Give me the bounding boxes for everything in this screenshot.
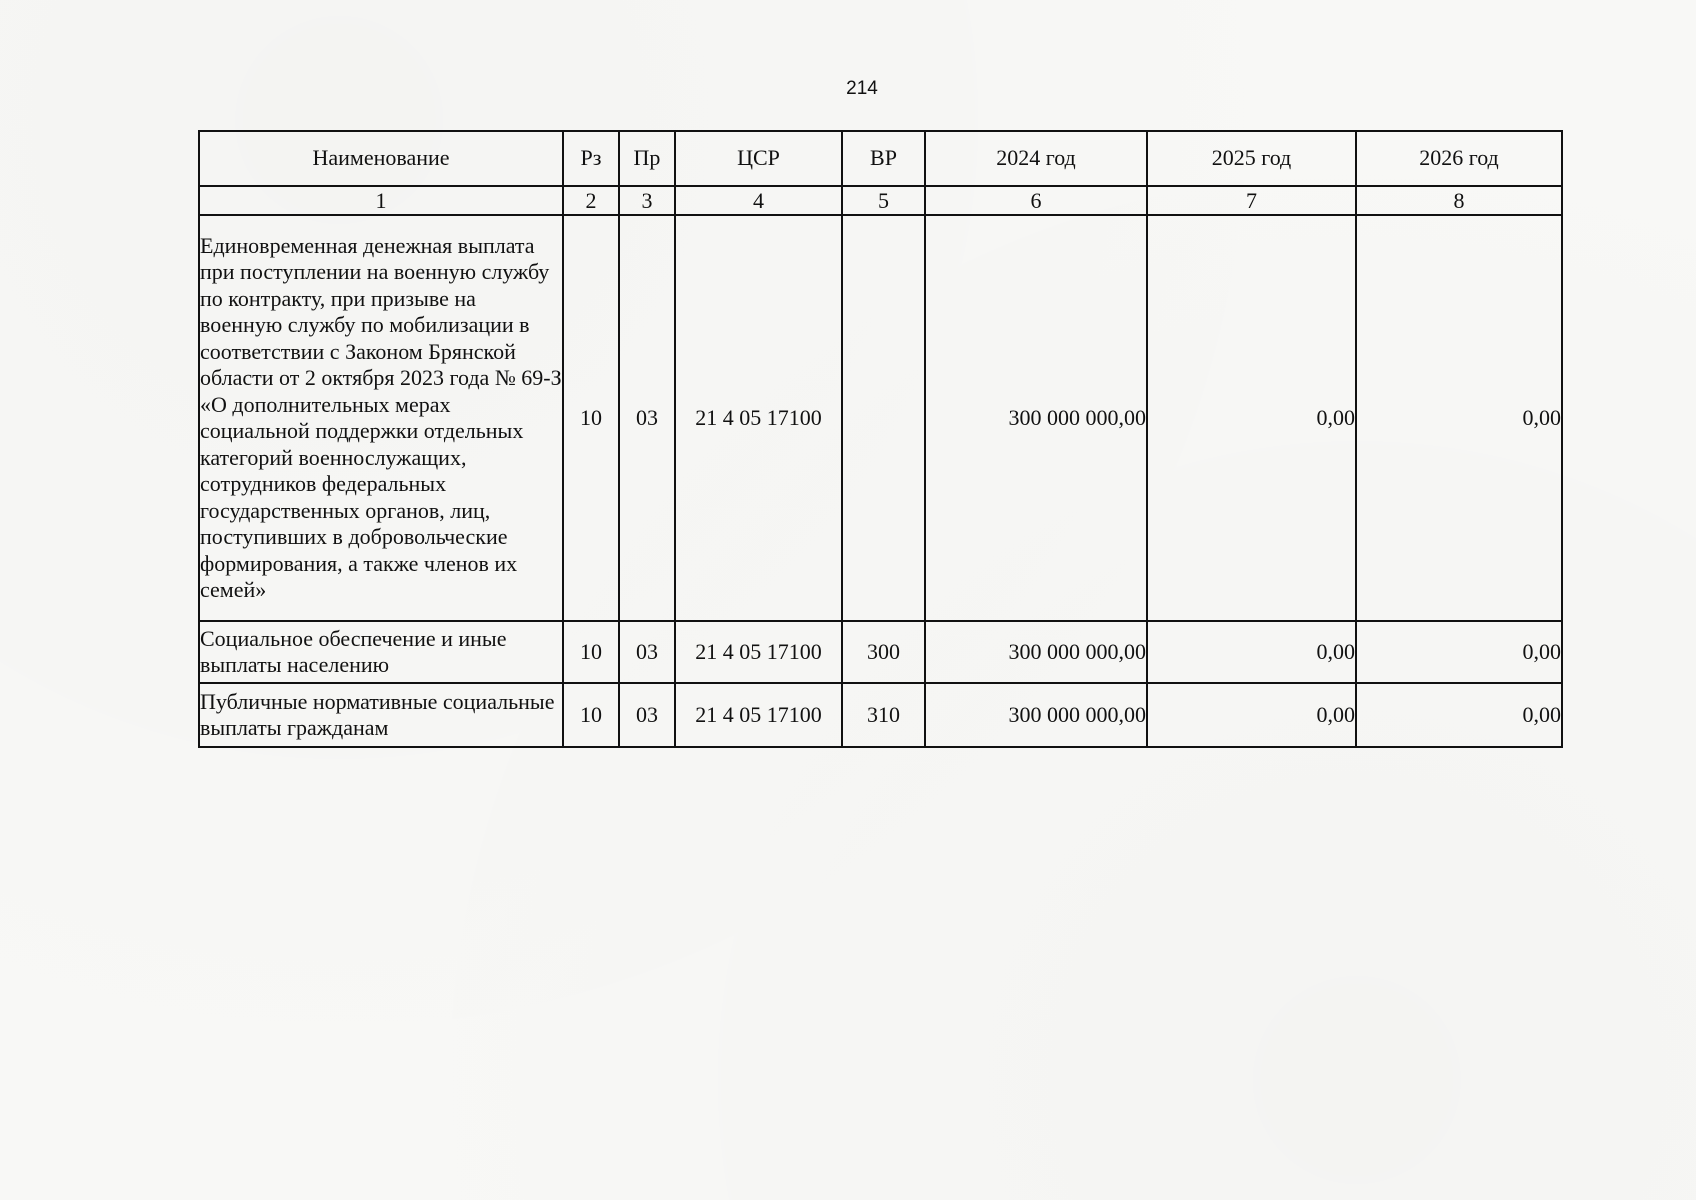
row-vr: [842, 215, 925, 621]
header-2025: 2025 год: [1147, 131, 1356, 186]
row-name: Публичные нормативные социальные выплаты гражданам: [199, 683, 563, 747]
row-amount-2026: 0,00: [1356, 621, 1562, 683]
row-csr: 21 4 05 17100: [675, 683, 842, 747]
table-row: [199, 683, 1562, 747]
budget-table: [198, 130, 1563, 748]
header-csr: ЦСР: [675, 131, 842, 186]
row-amount-2024: 300 000 000,00: [925, 215, 1147, 621]
row-amount-2024: 300 000 000,00: [925, 683, 1147, 747]
header-2026: 2026 год: [1356, 131, 1562, 186]
row-amount-2024: 300 000 000,00: [925, 621, 1147, 683]
header-pr: Пр: [619, 131, 675, 186]
row-rz: 10: [563, 215, 619, 621]
row-pr: 03: [619, 683, 675, 747]
row-amount-2025: 0,00: [1147, 683, 1356, 747]
column-number: 6: [925, 186, 1147, 215]
column-number: 4: [675, 186, 842, 215]
row-amount-2025: 0,00: [1147, 215, 1356, 621]
column-number: 3: [619, 186, 675, 215]
page-number: 214: [846, 78, 878, 99]
row-rz: 10: [563, 621, 619, 683]
header-vr: ВР: [842, 131, 925, 186]
header-name: Наименование: [199, 131, 563, 186]
row-amount-2025: 0,00: [1147, 621, 1356, 683]
row-name: Социальное обеспечение и иные выплаты населению: [199, 621, 563, 683]
header-row: [199, 131, 1562, 186]
row-csr: 21 4 05 17100: [675, 215, 842, 621]
header-2024: 2024 год: [925, 131, 1147, 186]
row-amount-2026: 0,00: [1356, 683, 1562, 747]
table-row: [199, 621, 1562, 683]
row-csr: 21 4 05 17100: [675, 621, 842, 683]
column-number: 1: [199, 186, 563, 215]
row-vr: 310: [842, 683, 925, 747]
row-name: Единовременная денежная выплата при поступлении на военную службу по контракту, при призыве на военную службу по мобилизации в соответствии с Законом Брянской области от 2 октября 2023 года № 69-З «О дополнительных мерах социальной поддержки отдельных категорий военнослужащих, сотрудников федеральных государственных органов, лиц, поступивших в добровольческие формирования, а также членов их семей»: [199, 215, 563, 621]
column-number: 7: [1147, 186, 1356, 215]
row-pr: 03: [619, 621, 675, 683]
column-number: 5: [842, 186, 925, 215]
row-vr: 300: [842, 621, 925, 683]
row-amount-2026: 0,00: [1356, 215, 1562, 621]
table-row: [199, 215, 1562, 621]
column-number: 2: [563, 186, 619, 215]
row-rz: 10: [563, 683, 619, 747]
column-number-row: [199, 186, 1562, 215]
row-pr: 03: [619, 215, 675, 621]
column-number: 8: [1356, 186, 1562, 215]
header-rz: Рз: [563, 131, 619, 186]
